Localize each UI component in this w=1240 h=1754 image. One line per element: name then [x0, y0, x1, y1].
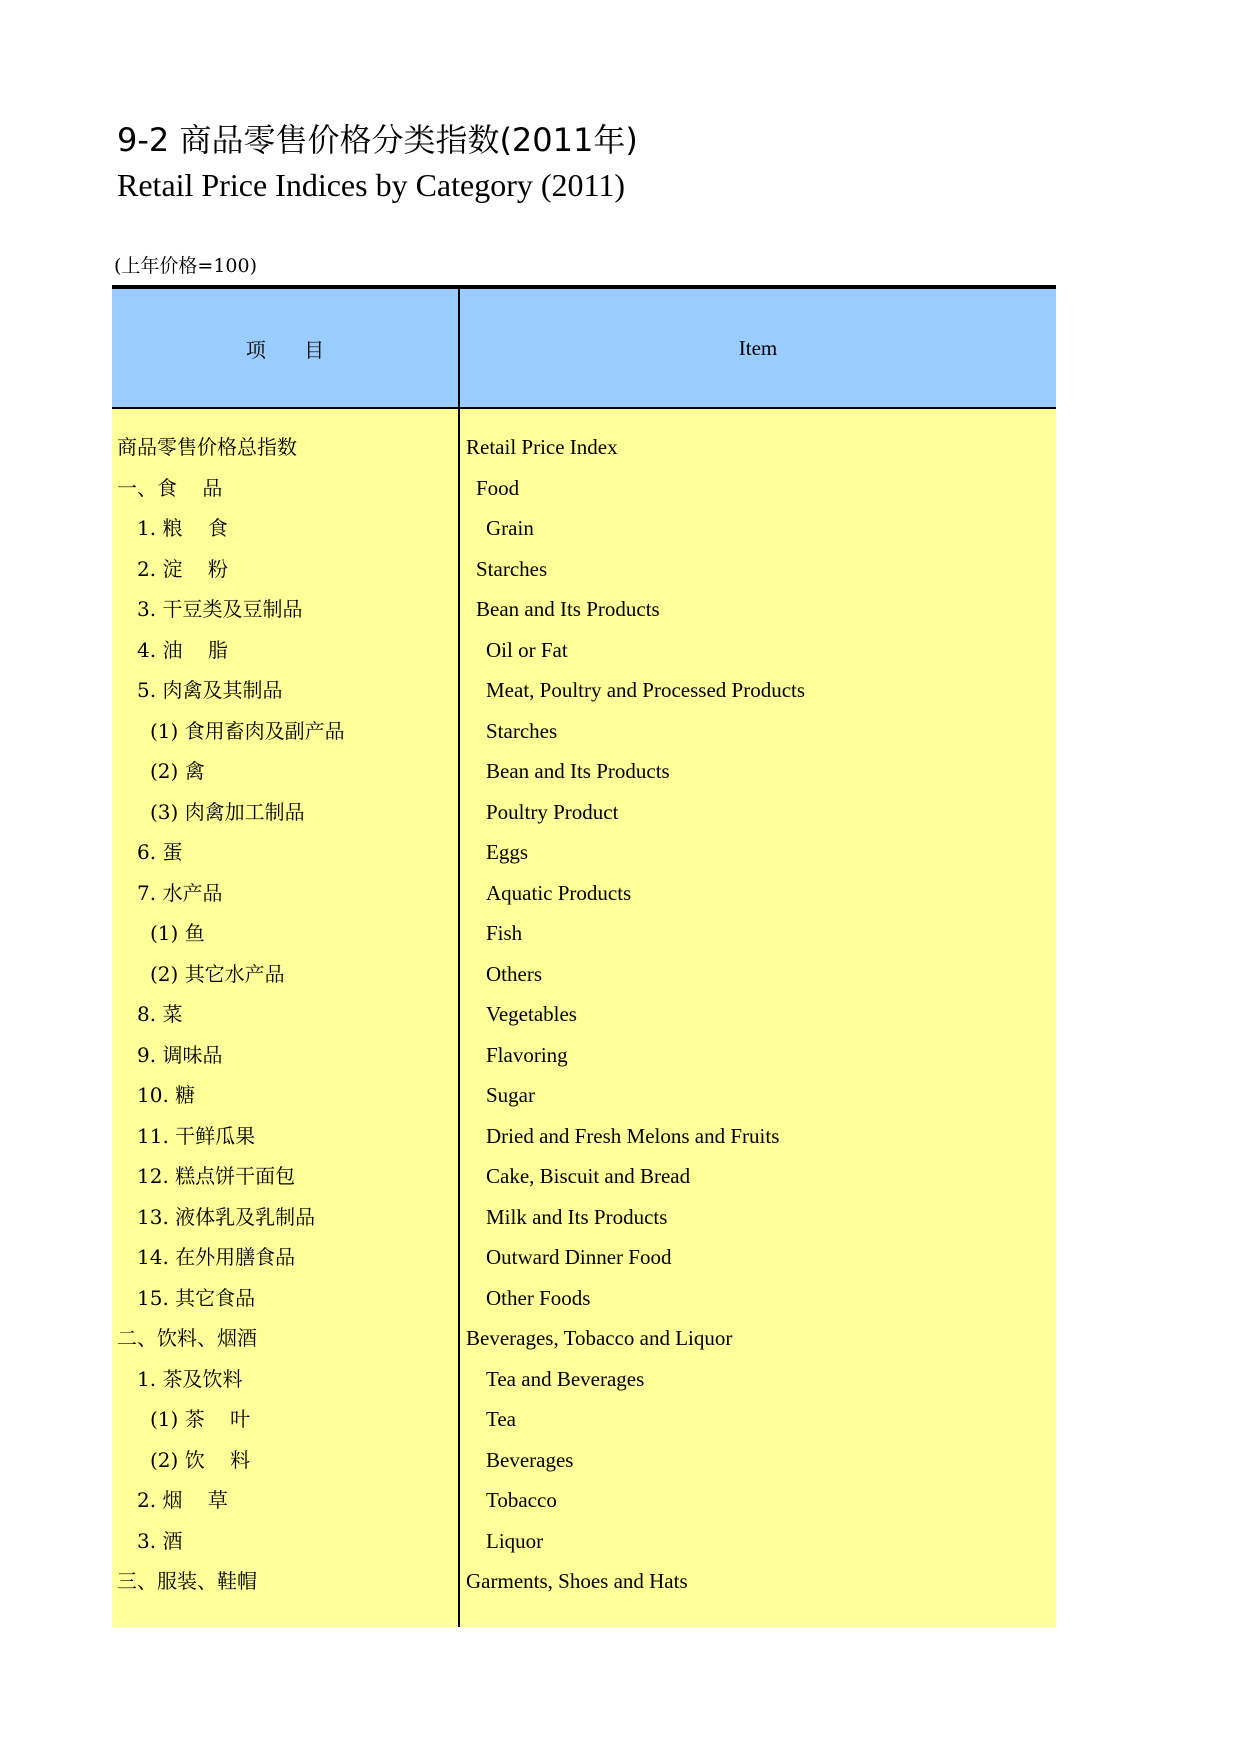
row-label-english: Garments, Shoes and Hats	[466, 1569, 688, 1593]
category-table	[112, 285, 1056, 1627]
page-title-chinese: 9-2 商品零售价格分类指数(2011年)	[117, 121, 638, 159]
row-label-english: Starches	[486, 718, 558, 743]
row-label-chinese: 3. 干豆类及豆制品	[137, 597, 303, 621]
table-row	[112, 1197, 1056, 1237]
table-row	[112, 670, 1056, 710]
table-row	[112, 792, 1056, 832]
table-body	[112, 409, 1056, 1627]
row-label-chinese: (2) 其它水产品	[150, 961, 285, 986]
table-row	[112, 1359, 1056, 1399]
row-label-chinese: 9. 调味品	[137, 1042, 223, 1067]
row-label-chinese: (2) 禽	[150, 759, 205, 783]
row-label-english: Cake, Biscuit and Bread	[486, 1164, 691, 1188]
row-label-english: Tobacco	[486, 1488, 557, 1512]
row-label-chinese: (2) 饮 料	[150, 1447, 251, 1472]
table-row	[112, 630, 1056, 670]
row-label-chinese: 10. 糖	[137, 1083, 196, 1107]
row-label-chinese: (1) 鱼	[150, 921, 205, 945]
table-row	[112, 1075, 1056, 1115]
row-label-english: Tea	[486, 1407, 517, 1431]
row-label-english: Oil or Fat	[486, 637, 568, 662]
table-row	[112, 913, 1056, 953]
row-label-english: Sugar	[486, 1083, 535, 1107]
table-row	[112, 873, 1056, 913]
table-row	[112, 1035, 1056, 1075]
row-label-chinese: 商品零售价格总指数	[117, 435, 297, 459]
row-label-chinese: (1) 茶 叶	[150, 1407, 251, 1431]
table-row	[112, 751, 1056, 791]
table-row	[112, 832, 1056, 872]
table-row	[112, 589, 1056, 629]
header-item-chinese: 项 目	[245, 337, 325, 362]
row-label-chinese: 二、饮料、烟酒	[117, 1326, 257, 1350]
row-label-english: Beverages, Tobacco and Liquor	[466, 1326, 733, 1350]
row-label-english: Other Foods	[486, 1285, 591, 1310]
table-row	[112, 1237, 1056, 1277]
row-label-english: Starches	[476, 556, 548, 581]
header-item-english: Item	[738, 335, 778, 360]
table-row	[112, 1156, 1056, 1196]
table-row	[112, 1480, 1056, 1520]
row-label-chinese: 2. 淀 粉	[137, 556, 228, 581]
page-title-english: Retail Price Indices by Category (2011)	[117, 167, 625, 203]
row-label-english: Poultry Product	[486, 799, 619, 824]
table-row	[112, 549, 1056, 589]
row-label-chinese: 4. 油 脂	[137, 637, 228, 662]
table-row	[112, 427, 1056, 467]
row-label-chinese: 1. 粮 食	[137, 516, 228, 540]
row-label-english: Beverages	[486, 1447, 574, 1472]
unit-note: (上年价格=100)	[114, 255, 258, 277]
table-row	[112, 954, 1056, 994]
row-label-english: Grain	[486, 516, 534, 540]
table-row	[112, 711, 1056, 751]
row-label-chinese: 5. 肉禽及其制品	[137, 678, 283, 702]
row-label-english: Bean and Its Products	[486, 759, 670, 783]
table-row	[112, 1561, 1056, 1601]
row-label-english: Flavoring	[486, 1042, 568, 1067]
row-label-english: Bean and Its Products	[476, 597, 660, 621]
table-row	[112, 994, 1056, 1034]
row-label-chinese: (1) 食用畜肉及副产品	[150, 718, 345, 743]
row-label-chinese: 11. 干鲜瓜果	[137, 1123, 256, 1148]
table-row	[112, 1399, 1056, 1439]
row-label-chinese: 2. 烟 草	[137, 1488, 228, 1512]
row-label-chinese: 12. 糕点饼干面包	[137, 1164, 296, 1188]
row-label-english: Outward Dinner Food	[486, 1245, 672, 1269]
row-label-chinese: 7. 水产品	[137, 880, 223, 905]
table-row	[112, 1521, 1056, 1561]
row-label-chinese: 1. 茶及饮料	[137, 1366, 243, 1391]
row-label-chinese: (3) 肉禽加工制品	[150, 799, 305, 824]
row-label-english: Aquatic Products	[486, 880, 632, 905]
row-label-english: Fish	[486, 921, 523, 945]
row-label-english: Others	[486, 961, 542, 986]
row-label-english: Milk and Its Products	[486, 1204, 668, 1229]
table-row	[112, 1440, 1056, 1480]
row-label-chinese: 14. 在外用膳食品	[137, 1245, 296, 1269]
row-label-chinese: 3. 酒	[137, 1528, 183, 1553]
table-row	[112, 1116, 1056, 1156]
row-label-chinese: 三、服装、鞋帽	[117, 1569, 257, 1593]
row-label-english: Meat, Poultry and Processed Products	[486, 678, 806, 702]
table-header	[112, 289, 1056, 409]
table-row	[112, 1278, 1056, 1318]
table-row	[112, 468, 1056, 508]
row-label-english: Eggs	[486, 840, 528, 864]
row-label-english: Dried and Fresh Melons and Fruits	[486, 1123, 780, 1148]
row-label-chinese: 15. 其它食品	[137, 1285, 256, 1310]
table-row	[112, 1318, 1056, 1358]
row-label-english: Food	[476, 475, 520, 500]
row-label-chinese: 6. 蛋	[137, 840, 183, 864]
column-divider	[458, 289, 460, 1627]
table-row	[112, 508, 1056, 548]
row-label-english: Tea and Beverages	[486, 1366, 645, 1391]
row-label-english: Liquor	[486, 1528, 544, 1553]
row-label-chinese: 13. 液体乳及乳制品	[137, 1204, 316, 1229]
row-label-chinese: 一、食 品	[117, 475, 223, 500]
row-label-english: Vegetables	[486, 1002, 577, 1026]
row-label-english: Retail Price Index	[466, 435, 618, 459]
row-label-chinese: 8. 菜	[137, 1002, 183, 1026]
